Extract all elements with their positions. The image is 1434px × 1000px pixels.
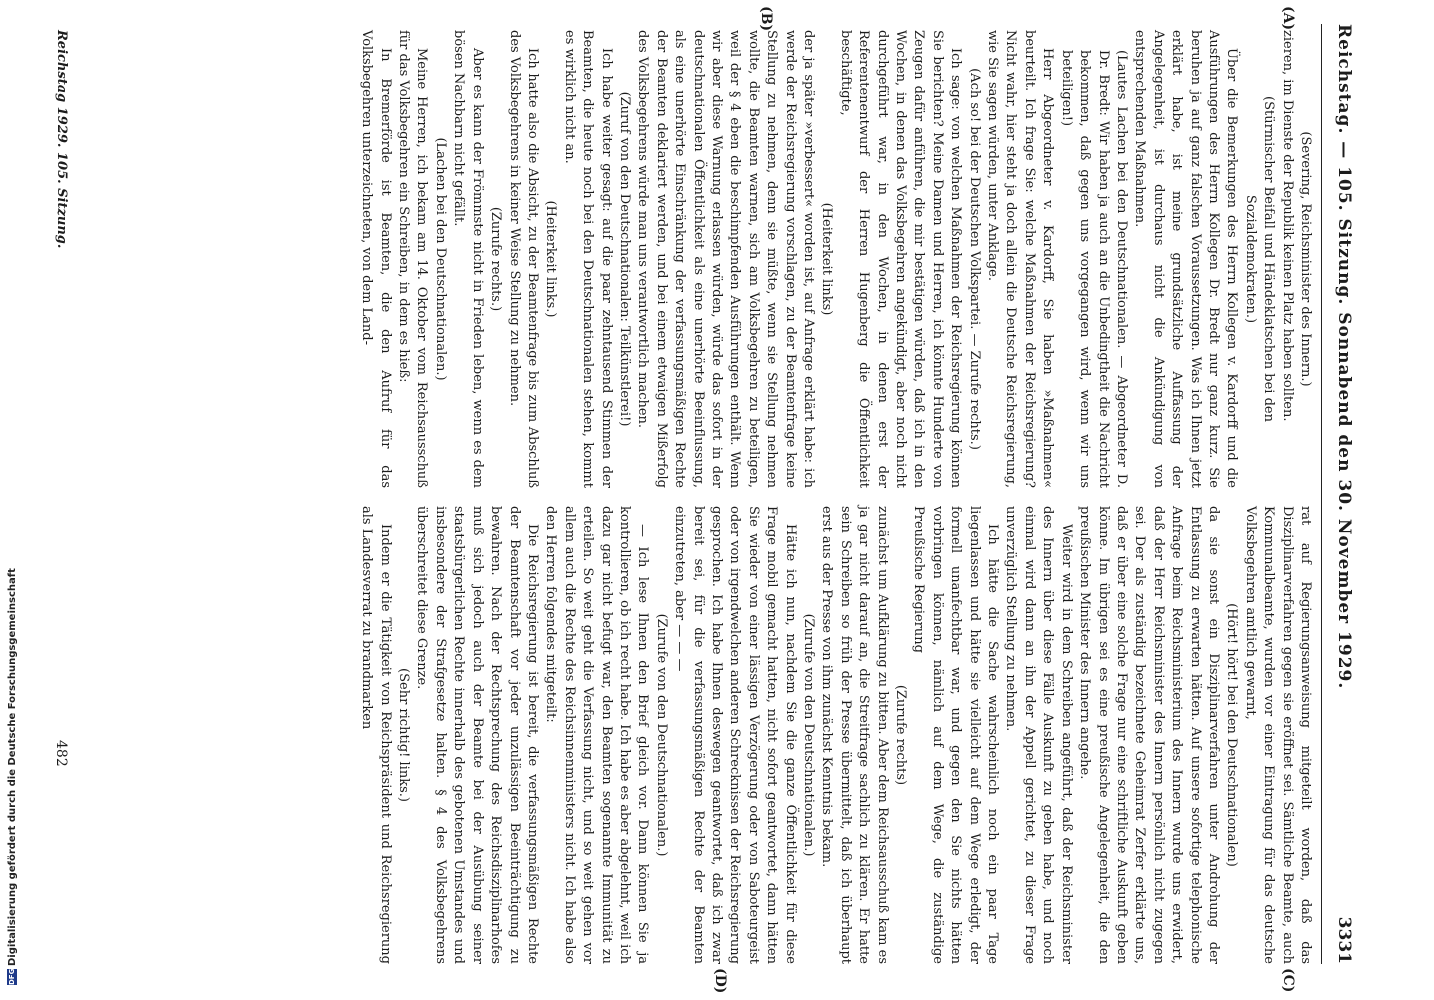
footer-page-number: 482 (53, 740, 69, 767)
interjection: (Zurufe von den Deutschnationalen.) (653, 613, 669, 857)
quoted-letter: da sie sonst ein Disziplinarverfahren unter Androhung der Entlassung zu erwarten hätten. Auf unsere sofortige telephonische Anfrage beim Reichsministerium des Innern wurde uns erwidert, daß der Herr Reichsminister des Innern persönlich nicht zugegen sei. Der als zuständig bezeichnete Geheimrat Zerfer erklärte uns, daß er über eine solche Frage nur eine schriftliche Auskunft geben könne. Im übrigen sei es eine preußische Angelegenheit, die den preußischen Minister des Innern angehe. (1077, 506, 1221, 964)
paragraph: der ja später »verbessert« worden ist, auf Anfrage erklärt habe: ich werde der Reichsregierung vorschlagen, zu der Beamtenfrage keine Stellung zu nehmen, denn sie müßte, wenn sie Stellung nehmen wollte, die Beamten warnen, sich am Volksbegehren zu beteiligen, weil der § 4 eben die beschimpfenden Ausführungen enthält. Wenn wir aber diese Warnung erlassen würden, würde das sofort in der deutschnationalen Öffentlichkeit als eine unerhörte Beeinflussung, als eine unerhörte Einschränkung der verfassungsmäßigen Rechte der Beamten deklariert werden, und bei einem etwaigen Mißerfolg des Volksbegehrens würde man uns verantwortlich machen. (635, 30, 817, 488)
interjection: (Ach so! bei der Deutschen Volkspartei. — Zurufe rechts.) (966, 68, 982, 450)
paragraph: Herr Abgeordneter v. Kardorff, Sie haben »Maßnahmen« beurteilt. Ich frage Sie: welche Maßnahmen der Reichsregierung? Nicht wahr, hier steht ja doch allein die Deutsche Reichsregierung, wie Sie sagen würden, unter Anklage. (985, 30, 1056, 488)
interjection: (Stürmischer Beifall und Händeklatschen bei den Sozialdemokraten.) (1242, 96, 1277, 422)
interjection: (Zuruf von den Deutschnationalen: Teilkünstlerei!) (616, 91, 632, 427)
paragraph: Indem er die Tätigkeit von Reichspräsident und Reichsregierung als Landesverrat zu brandmarken (359, 506, 393, 964)
quoted-reply: Die Reichsregierung ist bereit, die verfassungsmäßigen Rechte der Beamtenschaft vor jeder unzulässigen Beeinträchtigung zu bewahren. Nach der Rechtsprechung des Reichsdisziplinarhofes muß sich jedoch auch der Beamte bei der Ausübung seiner staatsbürgerlichen Rechte innerhalb des gebotenen Umstandes und insbesondere der Strafgesetze halten. § 4 des Volksbegehrens überschreitet diese Grenze. (414, 506, 540, 964)
quoted-letter: In Bremerförde ist Beamten, die den Aufruf für das Volksbegehren unterzeichneten, von dem Land- (359, 30, 393, 488)
paragraph: zunächst um Aufklärung zu bitten. Aber dem Reichsausschuß kam es ja gar nicht darauf an, die Streitfrage sachlich zu klären. Er hatte sein Schreiben so früh der Presse übermittelt, daß ich überhaupt erst aus der Presse von ihm zunächst Kenntnis bekam. (819, 506, 890, 964)
paragraph: Ich sage: von welchen Maßnahmen der Reichsregierung können Sie berichten? Meine Damen und Herren, ich könnte Hunderte von Zeugen dafür anführen, die mir bestätigen würden, daß ich in den Wochen, in denen das Volksbegehren angekündigt, aber noch nicht durchgeführt war, in den Wochen, in denen erst der Referentenentwurf der Herren Hugenberg die Öffentlichkeit beschäftigte, (837, 30, 964, 488)
interjection: (Zurufe rechts) (893, 684, 909, 786)
paragraph: Weiter wird in dem Schreiben angeführt, daß der Reichsminister des Innern über diese Fälle Auskunft zu geben habe, und noch einmal wird dann an ihn der Appell gerichtet, zu dieser Frage unverzüglich Stellung zu nehmen. (1003, 506, 1074, 964)
dfg-logo-icon: DFG (8, 968, 16, 985)
interjection: (Heiterkeit links) (819, 202, 835, 316)
interjection: (Lautes Lachen bei den Deutschnationalen. — Abgeordneter D. Dr. Bredt: Wir haben ja auch an die Unbedingtheit die Nachricht bekommen, daß gegen uns vorgegangen wird, wenn wir uns beteiligen!) (1058, 50, 1129, 488)
paragraph: Hätte ich nun, nachdem Sie die ganze Öffentlichkeit für diese Frage mobil gemacht hatten, nicht sofort geantwortet, dann hätten Sie wieder von einer lässigen Verzögerung oder von Saboteurgeist oder von irgendwelchen anderen Schrecknissen der Reichsregierung gesprochen. Ich habe Ihnen deswegen geantwortet, daß ich zwar bereit sei, für die verfassungsmäßigen Rechte der Beamten einzutreten, aber — — — (672, 506, 798, 964)
left-column (357, 30, 1314, 488)
header-title: Reichstag. — 105. Sitzung. Sonnabend den 30. November 1929. (1334, 24, 1354, 690)
paragraph: Ich hatte also die Absicht, zu der Beamtenfrage bis zum Abschluß des Volksbegehrens in keiner Weise Stellung zu nehmen. (506, 30, 540, 488)
interjection: (Zurufe von den Deutschnationalen.) (801, 613, 817, 857)
paragraph: Meine Herren, ich bekam am 14. Oktober vom Reichsausschuß für das Volksbegehren ein Schreiben, in dem es hieß: (396, 30, 430, 488)
running-head (1321, 24, 1362, 964)
digitization-note: Digitalisierung gefördert durch die Deutsche Forschungsgemeinschaft (7, 568, 18, 966)
interjection: (Zurufe rechts.) (488, 206, 504, 312)
right-column (357, 506, 1314, 964)
paragraph: Aber es kann der Frömmste nicht in Frieden leben, wenn es dem bösen Nachbarn nicht gefällt. (451, 30, 485, 488)
interjection: (Lachen bei den Deutschnationalen.) (432, 137, 448, 381)
header-page-number: 3331 (1334, 916, 1354, 964)
digitization-note-row (7, 0, 21, 985)
paragraph: Ich habe weiter gesagt: auf die paar zehntausend Stimmen der Beamten, die heute noch bei den Deutschnationalen stehen, kommt es wirklich nicht an. (561, 30, 614, 488)
interjection: (Hört! hört! bei den Deutschnationalen) (1224, 603, 1240, 867)
interjection: (Heiterkeit links.) (543, 200, 559, 318)
quoted-letter: rat auf Regierungsanweisung mitgeteilt worden, daß das Disziplinarverfahren gegen sie eröffnet sei. Sämtliche Beamte, auch Kommunalbeamte, wurden vor einer Eintragung für das deutsche Volksbegehren amtlich gewarnt, (1242, 506, 1313, 964)
margin-marker-a: (A) (1280, 6, 1296, 31)
paragraph: zieren, im Dienste der Republik keinen Platz haben sollten. (1279, 30, 1295, 422)
interjection: (Sehr richtig! links.) (396, 668, 412, 802)
paragraph: Über die Bemerkungen des Herrn Kollegen v. Kardorff und die Ausführungen des Herrn Kollegen Dr. Bredt nur ganz kurz. Sie beruhen ja auf ganz falschen Voraussetzungen. Was ich Ihnen jetzt erklärt habe, ist meine grundsätzliche Auffassung der Angelegenheit, ist durchaus nicht die Ankündigung von entsprechenden Maßnahmen. (1132, 30, 1240, 488)
paragraph: Ich hätte die Sache wahrscheinlich noch ein paar Tage liegenlassen und hätte sie vielleicht auf dem Wege erledigt, der formell unanfechtbar war, und gegen den Sie nichts hätten vorbringen können, nämlich auf dem Wege, die zuständige Preußische Regierung (911, 506, 1001, 964)
paragraph: — Ich lese Ihnen den Brief gleich vor. Dann können Sie ja kontrollieren, ob ich recht habe. Ich habe es aber abgelehnt, weil ich dazu gar nicht befugt war, den Beamten sogenannte Immunität zu erteilen. So weit geht die Verfassung nicht, und so weit gehen vor allem auch die Rechte des Reichsinnenministers nicht. Ich habe also den Herren folgendes mitgeteilt: (543, 506, 651, 964)
digitization-strip (6, 0, 20, 1000)
margin-marker-d: (D) (712, 968, 728, 994)
footer-session: Reichstag 1929. 105. Sitzung. (54, 30, 69, 249)
margin-marker-c: (C) (1280, 968, 1296, 993)
margin-marker-b: (B) (758, 6, 774, 32)
speaker-line: (Severing, Reichsminister des Innern.) (1298, 131, 1313, 387)
